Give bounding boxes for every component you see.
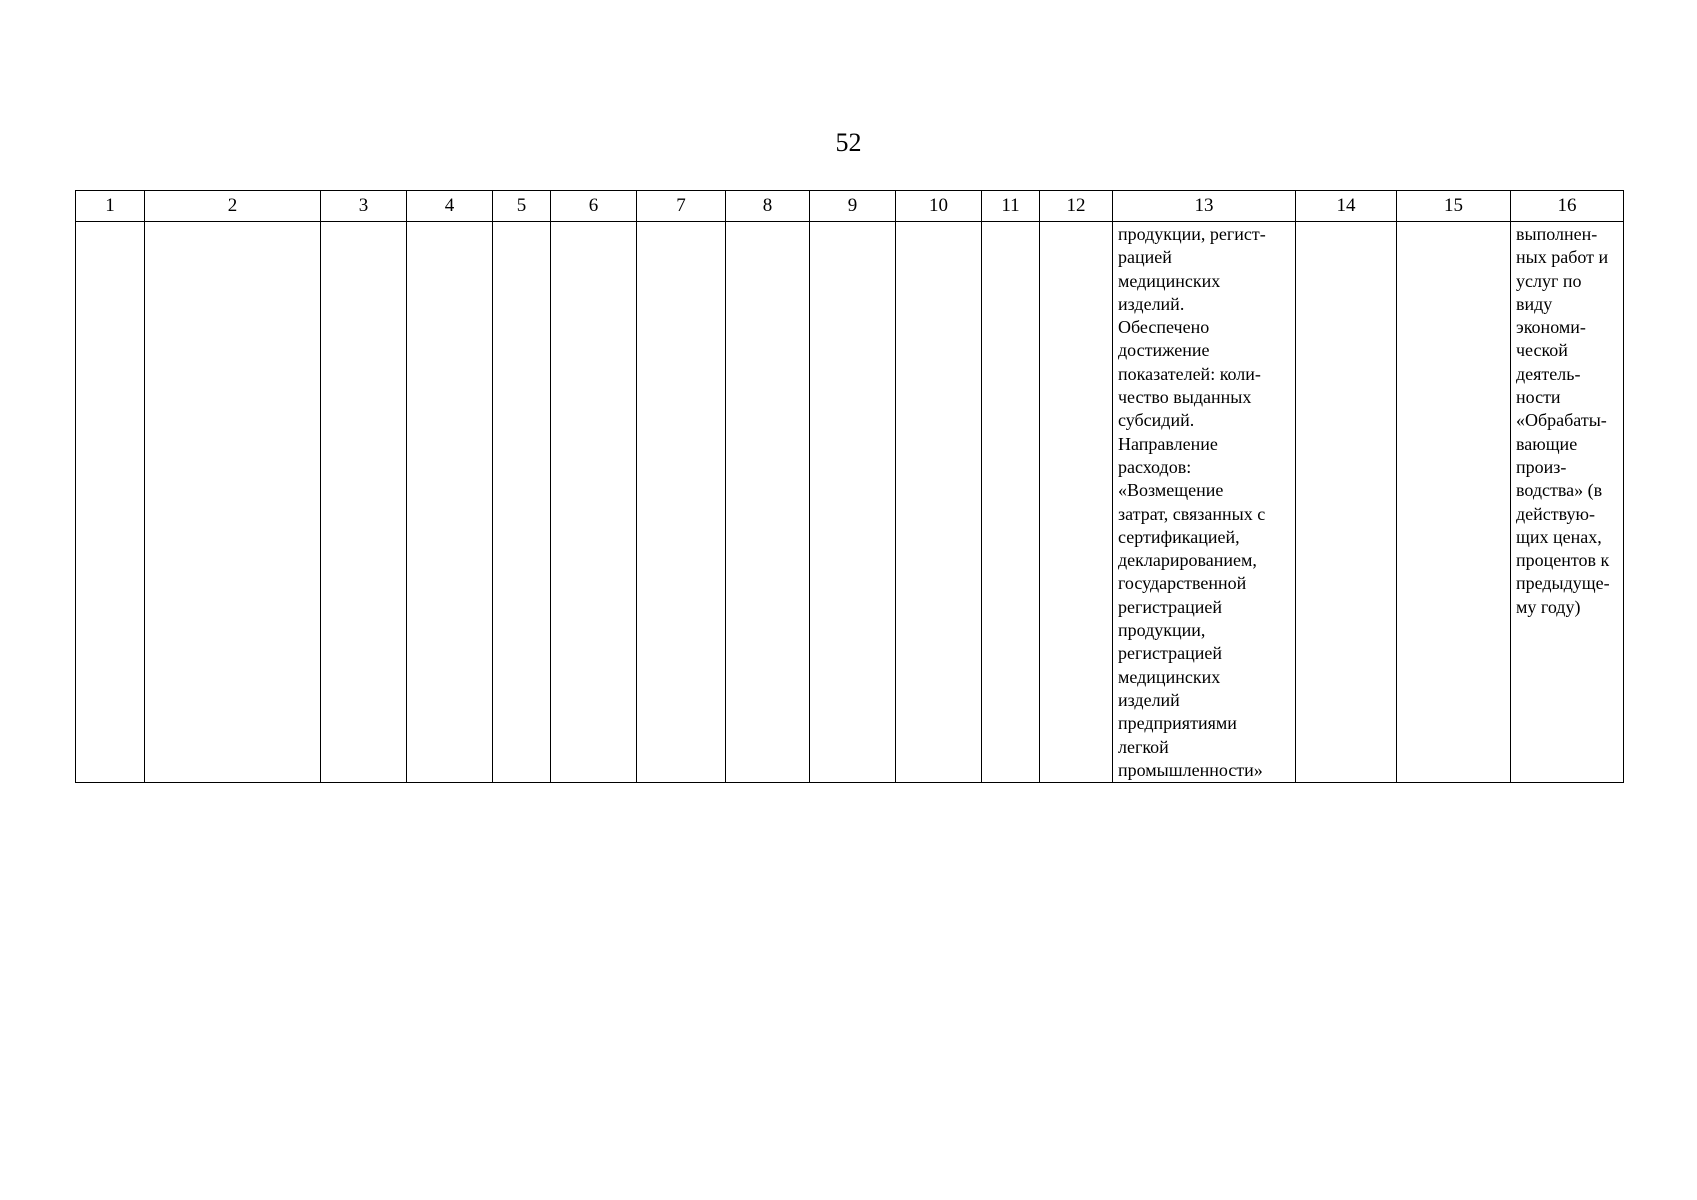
column-header-9: 9 xyxy=(810,191,896,222)
table-cell-3 xyxy=(321,222,407,783)
header-row xyxy=(76,191,1624,222)
table-cell-7 xyxy=(637,222,726,783)
table-cell-8 xyxy=(726,222,810,783)
column-header-4: 4 xyxy=(407,191,493,222)
table-cell-2 xyxy=(145,222,321,783)
table-cell-10 xyxy=(896,222,982,783)
column-header-10: 10 xyxy=(896,191,982,222)
column-header-3: 3 xyxy=(321,191,407,222)
table-cell-9 xyxy=(810,222,896,783)
table-cell-4 xyxy=(407,222,493,783)
table-cell-1 xyxy=(76,222,145,783)
data-table xyxy=(75,190,1624,783)
table-header xyxy=(76,191,1624,222)
table-cell-12 xyxy=(1040,222,1113,783)
column-header-2: 2 xyxy=(145,191,321,222)
column-header-14: 14 xyxy=(1296,191,1397,222)
table-cell-5 xyxy=(493,222,551,783)
table-cell-13 xyxy=(1113,222,1296,783)
table-cell-14 xyxy=(1296,222,1397,783)
table-cell-16 xyxy=(1511,222,1624,783)
column-header-1: 1 xyxy=(76,191,145,222)
column-header-16: 16 xyxy=(1511,191,1624,222)
column-header-7: 7 xyxy=(637,191,726,222)
table-cell-15 xyxy=(1397,222,1511,783)
column-header-13: 13 xyxy=(1113,191,1296,222)
table-cell-11 xyxy=(982,222,1040,783)
page-number: 52 xyxy=(835,128,862,157)
cell-text-col13: продукции, регист- рацией медицинских изделий. Обеспечено достижение показателей: коли- чество выданных субсидий. Направление расходов: «Возмещение затрат, связанных с сертификацией, декларированием, государственной регистрацией продукции, регистрацией медицинских изделий предприятиями легкой промышленности» xyxy=(1118,224,1266,780)
table-row xyxy=(76,222,1624,783)
column-header-12: 12 xyxy=(1040,191,1113,222)
table-cell-6 xyxy=(551,222,637,783)
column-header-6: 6 xyxy=(551,191,637,222)
column-header-11: 11 xyxy=(982,191,1040,222)
column-header-8: 8 xyxy=(726,191,810,222)
column-header-15: 15 xyxy=(1397,191,1511,222)
cell-text-col16: выполнен- ных работ и услуг по виду экономи- ческой деятель- ности «Обрабаты- вающие произ- водства» (в действую- щих ценах, процентов к предыдуще- му году) xyxy=(1516,224,1610,617)
column-header-5: 5 xyxy=(493,191,551,222)
